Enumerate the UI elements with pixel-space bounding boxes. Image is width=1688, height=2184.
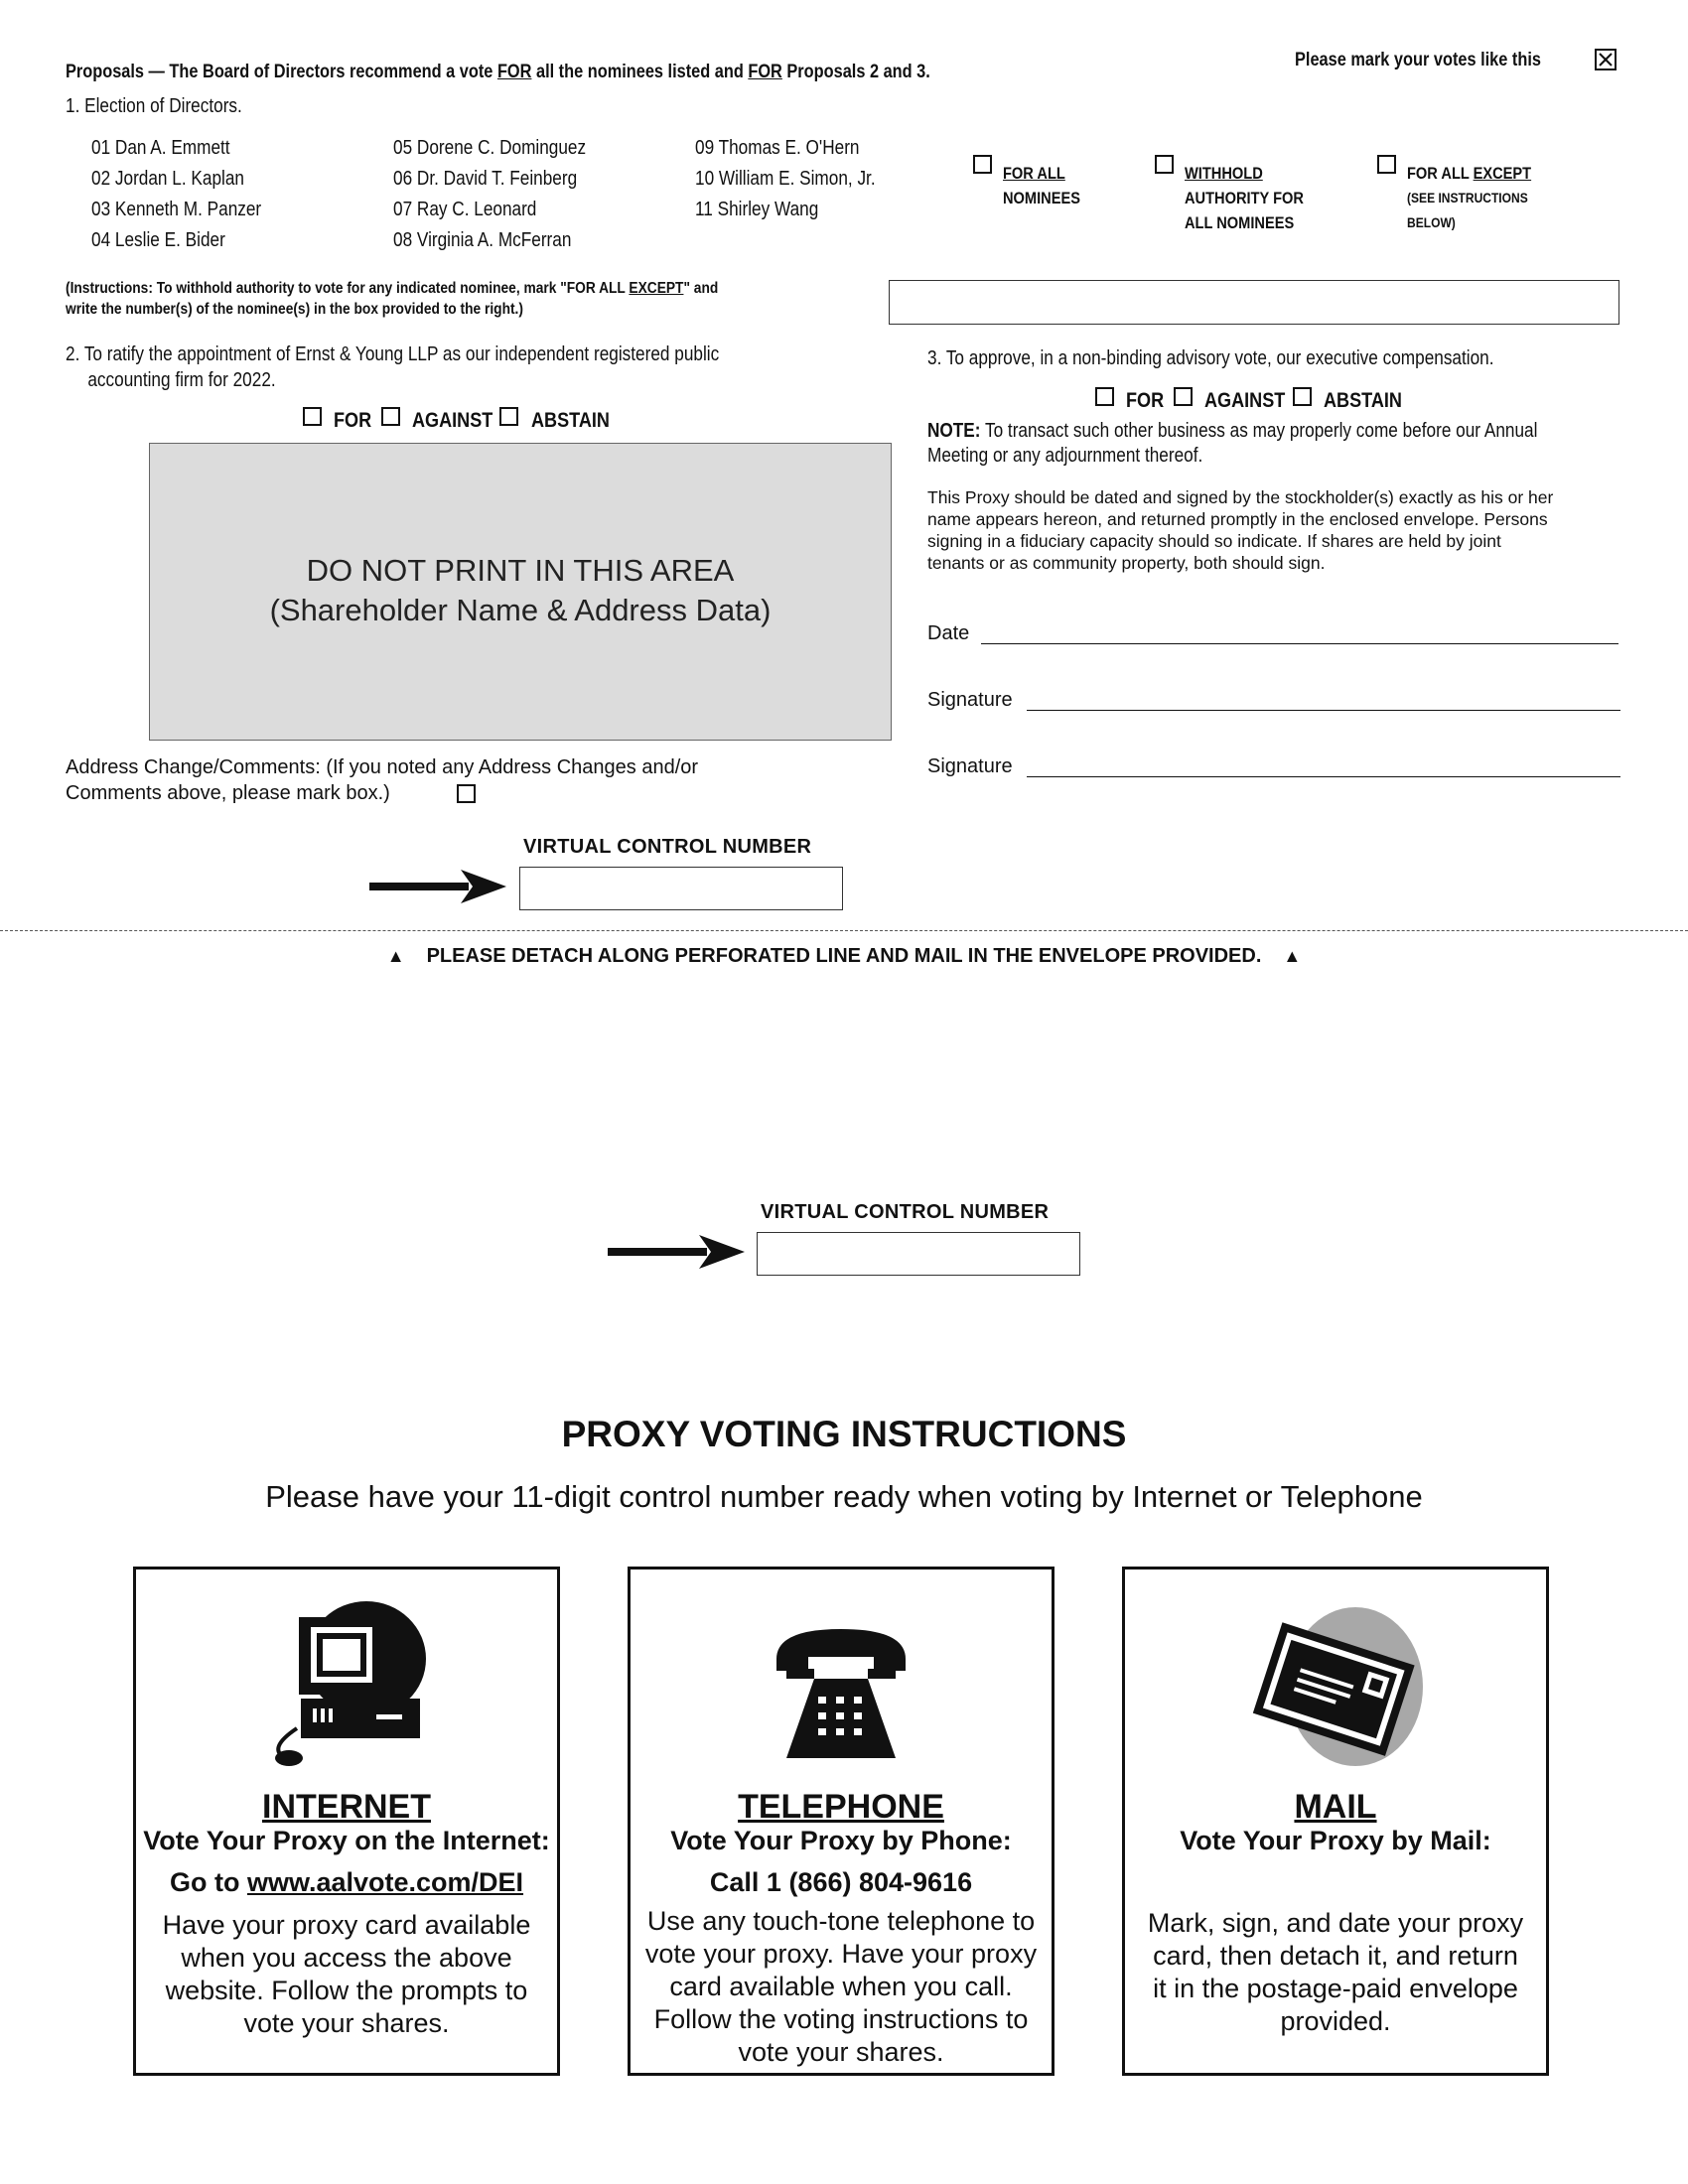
proxy-paragraph — [927, 486, 1553, 574]
telephone-desc — [640, 1905, 1042, 2069]
except-line3: BELOW) — [1407, 214, 1456, 230]
telephone-icon — [631, 1599, 1052, 1768]
proxy-line: signing in a fiduciary capacity should so indicate. If shares are held by joint — [927, 531, 1501, 551]
address-change-text — [66, 754, 698, 806]
for-word-2: FOR — [748, 62, 782, 82]
for-all-line1: FOR ALL — [1003, 164, 1065, 183]
control-number-input-upper[interactable] — [519, 867, 843, 910]
proposal3-abstain-label: ABSTAIN — [1324, 389, 1402, 412]
desc-line: vote your proxy. Have your proxy — [644, 1939, 1038, 1969]
arrow-right-icon — [369, 870, 508, 903]
proposal2-against-checkbox[interactable] — [381, 407, 400, 426]
vote-url-link[interactable]: www.aalvote.com/DEI — [246, 1867, 524, 1897]
telephone-sub: Vote Your Proxy by Phone: — [670, 1826, 1012, 1855]
proposal3-abstain-checkbox[interactable] — [1293, 387, 1312, 406]
proposal3-against-checkbox[interactable] — [1174, 387, 1193, 406]
do-not-print-area — [149, 443, 892, 741]
proposal2-line2: accounting firm for 2022. — [87, 369, 276, 391]
nominees-col3 — [695, 133, 905, 225]
proposals-mid: all the nominees listed and — [531, 62, 749, 82]
nominee: 04 Leslie E. Bider — [91, 229, 225, 251]
proposal2-for-checkbox[interactable] — [303, 407, 322, 426]
except-prefix: FOR ALL — [1407, 164, 1474, 183]
desc-line: card, then detach it, and return — [1153, 1941, 1518, 1971]
internet-desc — [146, 1909, 547, 2040]
proxy-line: name appears hereon, and returned promptly in the enclosed envelope. Persons — [927, 509, 1548, 529]
desc-line: provided. — [1280, 2006, 1391, 2036]
for-word-1: FOR — [496, 62, 532, 82]
nominee: 02 Jordan L. Kaplan — [91, 168, 244, 190]
desc-line: Mark, sign, and date your proxy — [1147, 1908, 1524, 1938]
proposals-header — [66, 62, 930, 83]
for-all-label — [1003, 161, 1080, 210]
except-word: EXCEPT — [1473, 164, 1532, 183]
proposal3-against-label: AGAINST — [1204, 389, 1286, 412]
nominee: 11 Shirley Wang — [695, 199, 819, 220]
note-text — [927, 419, 1537, 469]
nominee: 09 Thomas E. O'Hern — [695, 137, 860, 159]
proposal3-text: 3. To approve, in a non-binding advisory vote, our executive compensation. — [927, 347, 1494, 369]
nominee: 06 Dr. David T. Feinberg — [393, 168, 578, 190]
desc-line: card available when you call. — [669, 1972, 1013, 2001]
proxy-line: tenants or as community property, both should sign. — [927, 553, 1326, 573]
internet-title: INTERNET — [262, 1788, 431, 1826]
mark-example-box — [1595, 49, 1617, 70]
proposals-suffix: Proposals 2 and 3. — [781, 62, 930, 82]
address-change-line1: Address Change/Comments: (If you noted any Address Changes and/or — [66, 756, 699, 778]
nominees-col2 — [393, 133, 618, 256]
instructions-except: EXCEPT — [629, 280, 684, 297]
date-label: Date — [927, 622, 970, 644]
proposal2-abstain-checkbox[interactable] — [499, 407, 518, 426]
detach-text: PLEASE DETACH ALONG PERFORATED LINE AND MAIL IN THE ENVELOPE PROVIDED. — [426, 945, 1262, 967]
arrow-right-icon — [608, 1235, 747, 1269]
mail-sub: Vote Your Proxy by Mail: — [1180, 1826, 1491, 1855]
perforated-line — [0, 930, 1688, 931]
envelope-icon — [1125, 1599, 1546, 1768]
signature1-label: Signature — [927, 689, 1013, 711]
desc-line: vote your shares. — [243, 2008, 450, 2038]
telephone-title: TELEPHONE — [738, 1788, 944, 1826]
do-not-print-line2: (Shareholder Name & Address Data) — [269, 593, 772, 627]
except-line2: (SEE INSTRUCTIONS — [1407, 190, 1528, 205]
nominee: 01 Dan A. Emmett — [91, 137, 230, 159]
withhold-line3: ALL NOMINEES — [1185, 213, 1295, 232]
control-number-label-upper: VIRTUAL CONTROL NUMBER — [523, 836, 812, 858]
desc-line: Use any touch-tone telephone to — [646, 1906, 1036, 1936]
do-not-print-line1: DO NOT PRINT IN THIS AREA — [306, 553, 735, 588]
nominee: 05 Dorene C. Dominguez — [393, 137, 587, 159]
desc-line: Have your proxy card available — [162, 1910, 531, 1940]
proposal2-text — [66, 341, 719, 393]
mail-desc — [1135, 1907, 1536, 2038]
for-all-except-label — [1407, 161, 1531, 235]
withhold-checkbox[interactable] — [1155, 155, 1174, 174]
for-all-except-checkbox[interactable] — [1377, 155, 1396, 174]
control-number-label-lower: VIRTUAL CONTROL NUMBER — [761, 1201, 1050, 1223]
address-change-line2: Comments above, please mark box.) — [66, 782, 390, 804]
proposal1-label: 1. Election of Directors. — [66, 95, 242, 117]
triangle-up-icon: ▲ — [386, 946, 405, 966]
telephone-call: Call 1 (866) 804-9616 — [709, 1867, 973, 1897]
instructions-line1 — [66, 278, 718, 299]
note-text1: To transact such other business as may properly come before our Annual — [980, 420, 1538, 442]
x-mark-icon — [1597, 51, 1615, 68]
nominees-col1 — [91, 133, 289, 256]
withhold-line1: WITHHOLD — [1185, 164, 1263, 183]
withhold-instructions — [66, 278, 718, 320]
internet-sub: Vote Your Proxy on the Internet: — [143, 1826, 550, 1855]
internet-go — [136, 1867, 557, 1898]
desc-line: website. Follow the prompts to — [165, 1976, 528, 2005]
note-line1 — [927, 419, 1537, 444]
proposal2-against-label: AGAINST — [412, 409, 493, 432]
proposal2-abstain-label: ABSTAIN — [531, 409, 610, 432]
instructions-c: " and — [683, 280, 719, 297]
telephone-card — [628, 1567, 1055, 2076]
nominee: 08 Virginia A. McFerran — [393, 229, 572, 251]
proxy-line: This Proxy should be dated and signed by the stockholder(s) exactly as his or her — [927, 487, 1554, 507]
go-prefix: Go to — [169, 1867, 247, 1897]
desc-line: Follow the voting instructions to — [653, 2004, 1029, 2034]
detach-row — [0, 945, 1688, 973]
for-all-checkbox[interactable] — [973, 155, 992, 174]
address-change-checkbox[interactable] — [457, 784, 476, 803]
proposal2-for-label: FOR — [334, 409, 372, 432]
computer-icon — [136, 1599, 557, 1768]
signature2-line[interactable] — [1027, 776, 1620, 777]
except-line1 — [1407, 161, 1531, 186]
desc-line: when you access the above — [181, 1943, 512, 1973]
proposals-prefix: Proposals — The Board of Directors recommend a vote — [66, 62, 497, 82]
nominee: 10 William E. Simon, Jr. — [695, 168, 876, 190]
proposal3-for-checkbox[interactable] — [1095, 387, 1114, 406]
instructions-subtitle: Please have your 11-digit control number ready when voting by Internet or Telephone — [265, 1479, 1423, 1514]
signature2-label: Signature — [927, 755, 1013, 777]
withhold-line2: AUTHORITY FOR — [1185, 189, 1304, 207]
desc-line: it in the postage-paid envelope — [1153, 1974, 1518, 2003]
desc-line: vote your shares. — [738, 2037, 944, 2067]
mail-title: MAIL — [1294, 1788, 1377, 1826]
proposal2-line1: 2. To ratify the appointment of Ernst & Young LLP as our independent registered public — [66, 343, 720, 365]
mail-card — [1122, 1567, 1549, 2076]
instructions-title: PROXY VOTING INSTRUCTIONS — [561, 1414, 1127, 1454]
except-nominee-input[interactable] — [889, 280, 1619, 325]
internet-card — [133, 1567, 560, 2076]
signature1-line[interactable] — [1027, 710, 1620, 711]
mark-votes-label: Please mark your votes like this — [1295, 50, 1541, 70]
proposal3-for-label: FOR — [1126, 389, 1165, 412]
control-number-input-lower[interactable] — [757, 1232, 1080, 1276]
nominee: 07 Ray C. Leonard — [393, 199, 537, 220]
for-all-line2: NOMINEES — [1003, 189, 1080, 207]
triangle-up-icon: ▲ — [1283, 946, 1302, 966]
note-label: NOTE: — [927, 420, 981, 442]
nominee: 03 Kenneth M. Panzer — [91, 199, 262, 220]
note-line2: Meeting or any adjournment thereof. — [927, 445, 1203, 467]
withhold-label — [1185, 161, 1304, 235]
instructions-line2: write the number(s) of the nominee(s) in the box provided to the right.) — [66, 301, 523, 318]
instructions-a: (Instructions: To withhold authority to vote for any indicated nominee, mark "FOR ALL — [66, 280, 630, 297]
date-line[interactable] — [981, 643, 1618, 644]
